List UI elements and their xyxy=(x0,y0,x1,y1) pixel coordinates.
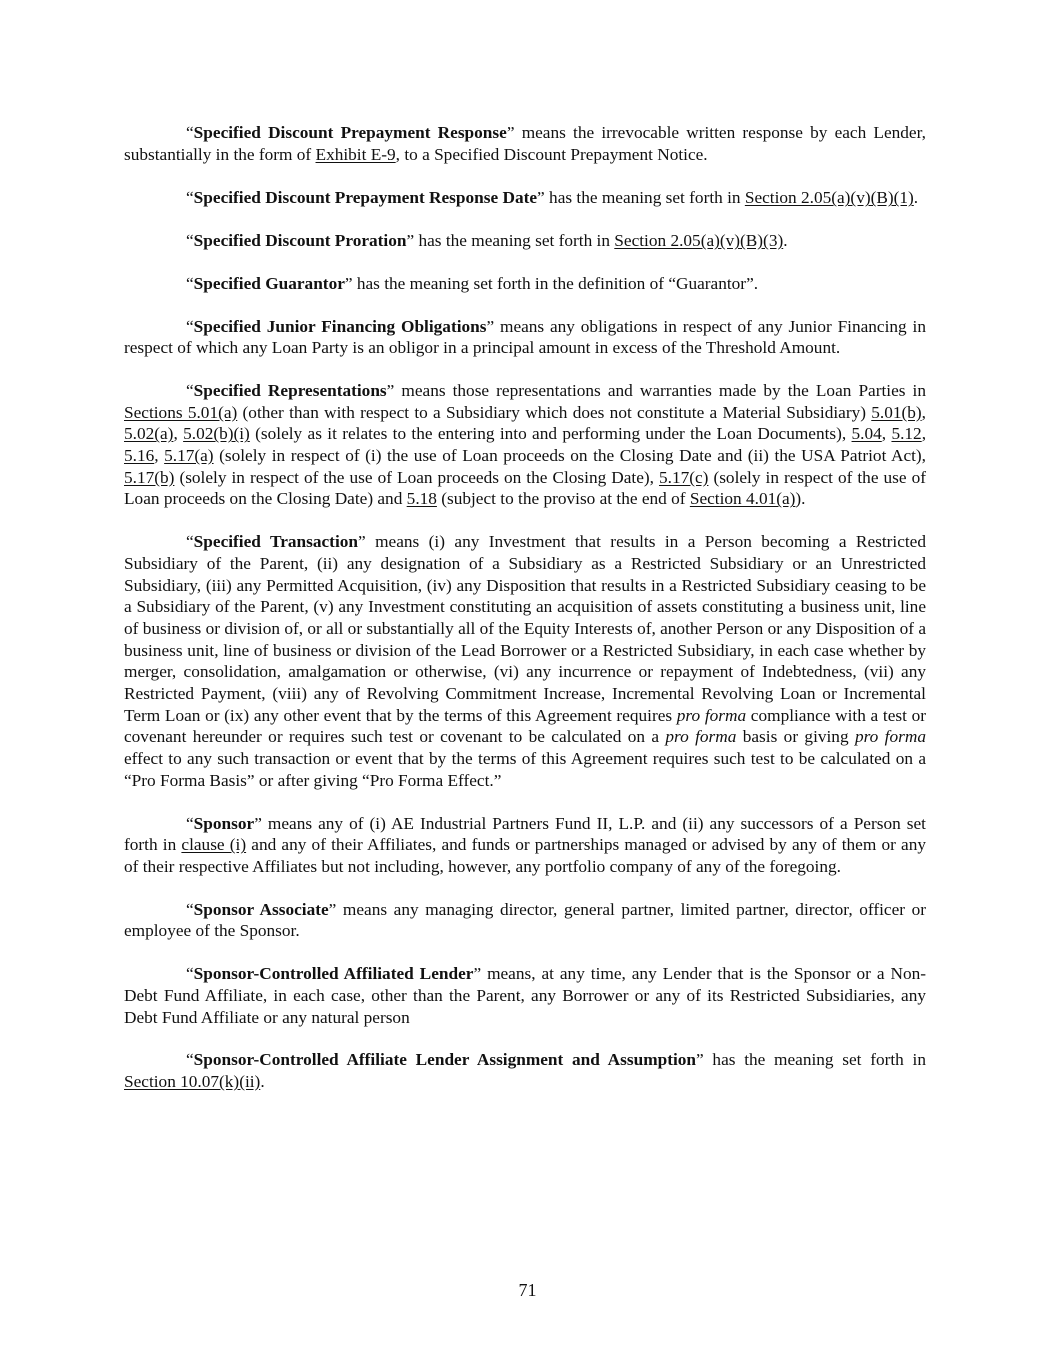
defined-term: Specified Guarantor xyxy=(193,273,345,293)
definition-text: means those representations and warranties made by the Loan Parties in xyxy=(401,380,926,400)
definition-text: means any of (i) AE Industrial Partners Fund II, L.P. and (ii) any successors of a Person set forth in xyxy=(124,813,926,855)
page-number: 71 xyxy=(518,1280,537,1300)
defined-term: Specified Discount Prepayment Response Date xyxy=(193,188,538,208)
defined-term: Specified Discount Proration xyxy=(193,231,407,251)
definition-paragraph: “Specified Discount Prepayment Response” means the irrevocable written response by each Lender, substantially in the form of Exhibit E-9, to a Specified Discount Prepayment Notice. xyxy=(124,123,926,164)
definition-text: has the meaning set forth in xyxy=(549,188,745,208)
definition-text: effect to any such transaction or event that by the terms of this Agreement requires such test to be calculated on a “Pro Forma Basis” or after giving “Pro Forma Effect.” xyxy=(124,749,926,790)
defined-term: Sponsor-Controlled Affiliated Lender xyxy=(193,964,474,984)
cross-reference: Section 4.01(a) xyxy=(689,489,796,509)
definition-text: means any managing director, general partner, limited partner, director, officer or employee of the Sponsor. xyxy=(124,899,927,941)
definition-text: and any of their Affiliates, and funds or partnerships managed or advised by any of them or any of their respective Affiliates but not including, however, any portfolio company of any of the foregoing. xyxy=(124,835,926,876)
definition-text: has the meaning set forth in xyxy=(712,1050,926,1070)
definition-text: (solely as it relates to the entering into and performing under the Loan Documents), xyxy=(249,424,852,444)
definition-paragraph: “Specified Junior Financing Obligations” means any obligations in respect of any Junior Financing in respect of which any Loan Party is an obligor in a principal amount in excess of the Threshold Amount. xyxy=(124,316,926,358)
cross-reference: 5.02(b)(i) xyxy=(183,424,250,444)
italic-text: pro forma xyxy=(854,727,926,747)
cross-reference: 5.17(a) xyxy=(164,446,214,466)
definition-text: means the irrevocable written response by each Lender, substantially in the form of xyxy=(124,123,926,164)
cross-reference: 5.12 xyxy=(891,424,922,444)
defined-term: Sponsor xyxy=(193,813,255,833)
definition-text: (subject to the proviso at the end of xyxy=(436,489,690,509)
definition-text: , xyxy=(881,424,892,444)
definition-text: compliance with a test or covenant hereunder or requires such test or covenant to be calculated on a xyxy=(124,705,926,747)
definition-text: means (i) any Investment that results in a Person becoming a Restricted Subsidiary of the Parent, (ii) any designation of a Subsidiary as a Restricted Subsidiary or an Unrestricted Subsidiary, (iii) any Permitted Acquisition, (iv) any Disposition that results in a Restricted Subsidiary ceasing to be a Subsidiary of the Parent, (v) any Investment constituting an acquisition of assets constituting a business unit, line of business or division of, or all or substantially all of the Equity Interests of, another Person or any Disposition of a business unit, line of business or division of the Lead Borrower or a Restricted Subsidiary, in each case whether by merger, consolidation, amalgamation or otherwise, (vi) any incurrence or repayment of Indebtedness, (vii) any Restricted Payment, (viii) any of Revolving Commitment Increase, Incremental Revolving Loan or Incremental Term Loan or (ix) any other event that by the terms of this Agreement requires xyxy=(124,532,927,725)
definition-text: (other than with respect to a Subsidiary which does not constitute a Material Subsidiary) xyxy=(237,402,872,422)
definition-paragraph: “Specified Discount Prepayment Response Date” has the meaning set forth in Section 2.05(a)(v)(B)(1). xyxy=(186,188,919,208)
definition-text: means any obligations in respect of any Junior Financing in respect of which any Loan Party is an obligor in a principal amount in excess of the Threshold Amount. xyxy=(124,316,926,358)
defined-term: Sponsor-Controlled Affiliate Lender Assignment and Assumption xyxy=(193,1050,697,1070)
definition-text: basis or giving xyxy=(736,727,855,747)
definition-text: ). xyxy=(795,489,806,509)
cross-reference: Exhibit E-9 xyxy=(315,144,396,164)
cross-reference: Sections 5.01(a) xyxy=(124,402,238,422)
definition-text: (solely in respect of the use of Loan proceeds on the Closing Date), xyxy=(174,467,659,487)
definition-text: means, at any time, any Lender that is the Sponsor or a Non-Debt Fund Affiliate, in each case, other than the Parent, any Borrower or any of its Restricted Subsidiaries, any Debt Fund Affiliate or any natural person xyxy=(124,964,926,1027)
definition-text: has the meaning set forth in xyxy=(418,231,615,251)
cross-reference: 5.01(b) xyxy=(871,402,922,422)
definition-paragraph: “Sponsor” means any of (i) AE Industrial Partners Fund II, L.P. and (ii) any successors of a Person set forth in clause (i) and any of their Affiliates, and funds or partnerships managed or advised by any of them or any of their respective Affiliates but not including, however, any portfolio company of any of the foregoing. xyxy=(124,813,926,876)
definition-paragraph: “Sponsor-Controlled Affiliate Lender Assignment and Assumption” has the meaning set forth in Section 10.07(k)(ii). xyxy=(124,1050,926,1091)
defined-term: Specified Discount Prepayment Response xyxy=(193,123,507,142)
definition-paragraph: “Sponsor-Controlled Affiliated Lender” means, at any time, any Lender that is the Sponsor or a Non-Debt Fund Affiliate, in each case, other than the Parent, any Borrower or any of its Restricted Subsidiaries, any Debt Fund Affiliate or any natural person xyxy=(124,964,926,1027)
cross-reference: 5.17(c) xyxy=(658,467,709,487)
italic-text: pro forma xyxy=(665,727,737,747)
definition-paragraph: “Specified Guarantor” has the meaning set forth in the definition of “Guarantor”. xyxy=(186,273,759,293)
definition-text: . xyxy=(783,231,788,251)
definition-text: . xyxy=(913,188,919,208)
cross-reference: Section 2.05(a)(v)(B)(3) xyxy=(614,231,784,251)
definition-text: has the meaning set forth in the definition of “Guarantor”. xyxy=(356,273,759,293)
definition-paragraph: “Sponsor Associate” means any managing director, general partner, limited partner, director, officer or employee of the Sponsor. xyxy=(124,899,927,941)
definition-text: , xyxy=(921,424,927,444)
cross-reference: 5.02(a) xyxy=(124,424,174,444)
definition-paragraph: “Specified Transaction” means (i) any Investment that results in a Person becoming a Restricted Subsidiary of the Parent, (ii) any designation of a Subsidiary as a Restricted Subsidiary or an Unrestricted Subsidiary, (iii) any Permitted Acquisition, (iv) any Disposition that results in a Restricted Subsidiary ceasing to be a Subsidiary of the Parent, (v) any Investment constituting an acquisition of assets constituting a business unit, line of business or division of, or all or substantially all of the Equity Interests of, another Person or any Disposition of a business unit, line of business or division of the Lead Borrower or a Restricted Subsidiary, in each case whether by merger, consolidation, amalgamation or otherwise, (vi) any incurrence or repayment of Indebtedness, (vii) any Restricted Payment, (viii) any of Revolving Commitment Increase, Incremental Revolving Loan or Incremental Term Loan or (ix) any other event that by the terms of this Agreement requires pro forma compliance with a test or covenant hereunder or requires such test or covenant to be calculated on a pro forma basis or giving pro forma effect to any such transaction or event that by the terms of this Agreement requires such test to be calculated on a “Pro Forma Basis” or after giving “Pro Forma Effect.” xyxy=(124,532,927,790)
definition-text: , xyxy=(921,402,926,422)
document-page xyxy=(124,122,926,1114)
cross-reference: clause (i) xyxy=(181,835,247,855)
definition-text: (solely in respect of (i) the use of Loan proceeds on the Closing Date and (ii) the USA Patriot Act), xyxy=(213,446,927,466)
cross-reference: 5.18 xyxy=(406,489,437,509)
definition-text: , xyxy=(154,446,165,466)
cross-reference: 5.16 xyxy=(124,446,155,466)
cross-reference: Section 2.05(a)(v)(B)(1) xyxy=(744,188,914,208)
definition-paragraph: “Specified Representations” means those representations and warranties made by the Loan Parties in Sections 5.01(a) (other than with respect to a Subsidiary which does not constitute a Material Subsidiary) 5.01(b), 5.02(a), 5.02(b)(i) (solely as it relates to the entering into and performing under the Loan Documents), 5.04, 5.12, 5.16, 5.17(a) (solely in respect of (i) the use of Loan proceeds on the Closing Date and (ii) the USA Patriot Act), 5.17(b) (solely in respect of the use of Loan proceeds on the Closing Date), 5.17(c) (solely in respect of the use of Loan proceeds on the Closing Date) and 5.18 (subject to the proviso at the end of Section 4.01(a)). xyxy=(124,380,927,509)
italic-text: pro forma xyxy=(676,705,747,725)
defined-term: Sponsor Associate xyxy=(193,899,329,919)
cross-reference: Section 10.07(k)(ii) xyxy=(124,1071,261,1091)
defined-term: Specified Junior Financing Obligations xyxy=(193,316,487,336)
definition-text: , to a Specified Discount Prepayment Notice. xyxy=(395,144,708,164)
defined-term: Specified Transaction xyxy=(193,532,358,552)
cross-reference: 5.17(b) xyxy=(124,467,175,487)
defined-term: Specified Representations xyxy=(193,380,387,400)
definition-paragraph: “Specified Discount Proration” has the meaning set forth in Section 2.05(a)(v)(B)(3). xyxy=(186,231,788,251)
definition-text: , xyxy=(173,424,184,444)
definition-text: (solely in respect of the use of Loan proceeds on the Closing Date) and xyxy=(124,467,926,509)
definition-text: . xyxy=(260,1071,265,1091)
cross-reference: 5.04 xyxy=(851,424,882,444)
